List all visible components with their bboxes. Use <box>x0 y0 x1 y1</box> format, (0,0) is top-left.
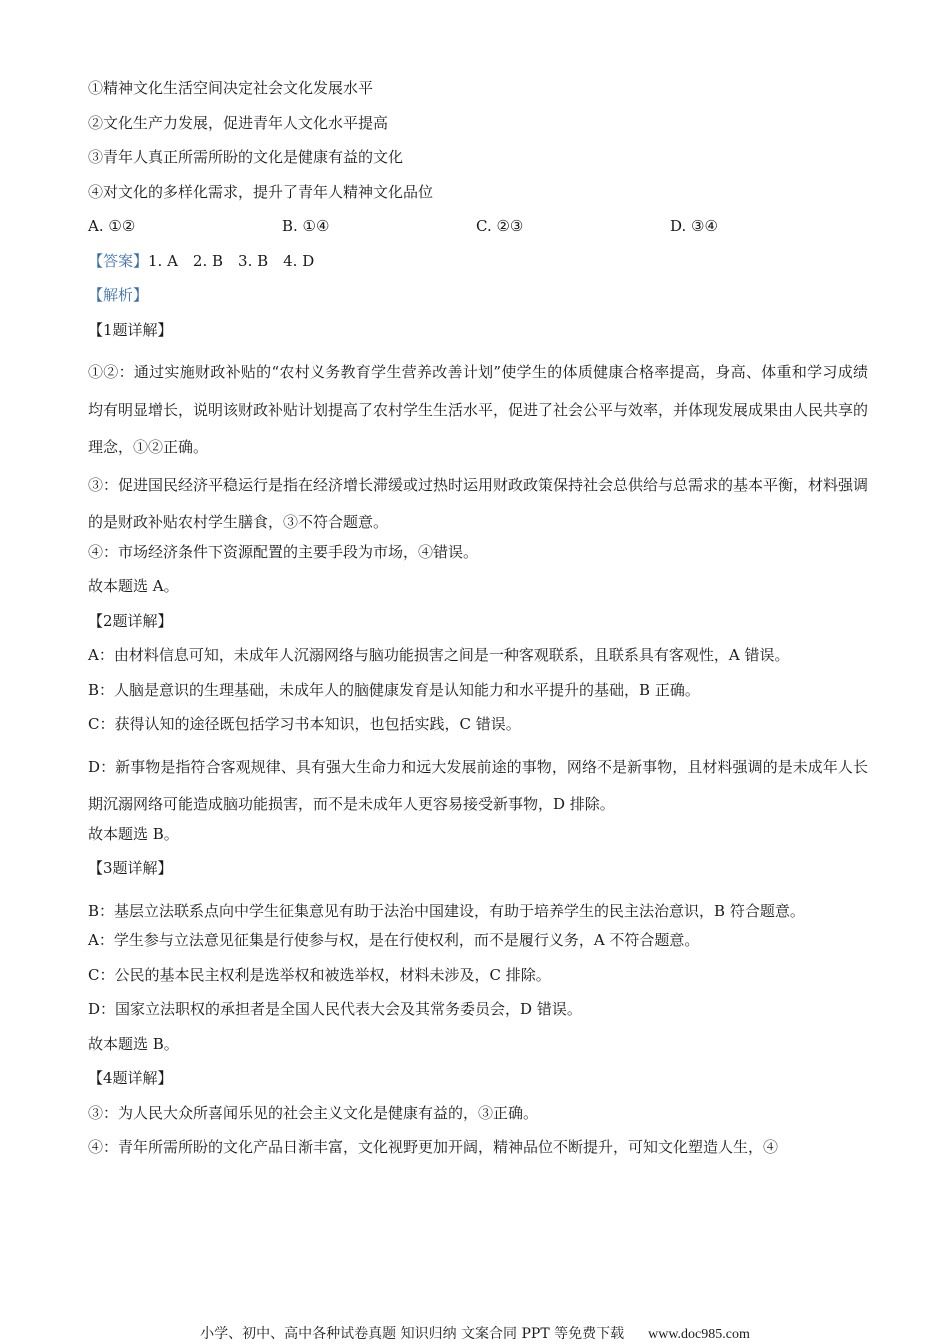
q1-paragraph-1: ①②：通过实施财政补贴的“农村义务教育学生营养改善计划”使学生的体质健康合格率提高，身高、体重和学习成绩均有明显增长，说明该财政补贴计划提高了农村学生生活水平，促进了社会公平与效率，并体现发展成果由人民共享的理念，①②正确。 <box>88 363 869 456</box>
q1-paragraph-3: ④：市场经济条件下资源配置的主要手段为市场，④错误。 <box>88 542 479 561</box>
q4-paragraph-3: ③：为人民大众所喜闻乐见的社会主义文化是健康有益的，③正确。 <box>88 1103 539 1122</box>
q2-option-a: A：由材料信息可知，未成年人沉溺网络与脑功能损害之间是一种客观联系，且联系具有客观性，A 错误。 <box>88 646 790 664</box>
page-footer <box>0 1323 950 1343</box>
statement-2: ②文化生产力发展，促进青年人文化水平提高 <box>88 113 389 132</box>
q3-heading: 【3题详解】 <box>88 859 173 877</box>
option-c: C. ②③ <box>476 217 524 235</box>
document-page <box>88 78 868 1172</box>
answer-text: 1. A 2. B 3. B 4. D <box>148 251 315 270</box>
statement-3: ③青年人真正所需所盼的文化是健康有益的文化 <box>88 148 404 166</box>
q1-conclusion: 故本题选 A。 <box>88 577 179 595</box>
q2-option-c: C：获得认知的途径既包括学习书本知识，也包括实践，C 错误。 <box>88 715 521 733</box>
q4-paragraph-4: ④：青年所需所盼的文化产品日渐丰富，文化视野更加开阔，精神品位不断提升，可知文化塑造人生，④ <box>88 1138 779 1156</box>
q3-option-d: D：国家立法职权的承担者是全国人民代表大会及其常务委员会，D 错误。 <box>88 1000 582 1018</box>
q2-option-d: D：新事物是指符合客观规律、具有强大生命力和远大发展前途的事物，网络不是新事物，且材料强调的是未成年人长期沉溺网络可能造成脑功能损害，而不是未成年人更容易接受新事物，D 排除。 <box>88 757 868 813</box>
q3-option-b: B：基层立法联系点向中学生征集意见有助于法治中国建设，有助于培养学生的民主法治意识，B 符合题意。 <box>88 901 805 920</box>
q3-option-a: A：学生参与立法意见征集是行使参与权，是在行使权利，而不是履行义务，A 不符合题意。 <box>88 931 700 949</box>
q3-option-c: C：公民的基本民主权利是选举权和被选举权，材料未涉及，C 排除。 <box>88 965 551 984</box>
option-b: B. ①④ <box>282 217 330 235</box>
footer-url[interactable]: www.doc985.com <box>648 1327 750 1342</box>
q4-heading: 【4题详解】 <box>88 1069 173 1087</box>
q2-option-b: B：人脑是意识的生理基础，未成年人的脑健康发育是认知能力和水平提升的基础，B 正确。 <box>88 680 700 699</box>
q1-paragraph-2: ③：促进国民经济平稳运行是指在经济增长滞缓或过热时运用财政政策保持社会总供给与总需求的基本平衡，材料强调的是财政补贴农村学生膳食，③不符合题意。 <box>88 475 869 531</box>
statement-1: ①精神文化生活空间决定社会文化发展水平 <box>88 79 374 97</box>
q2-conclusion: 故本题选 B。 <box>88 824 179 843</box>
q1-heading: 【1题详解】 <box>88 320 173 339</box>
statement-4: ④对文化的多样化需求，提升了青年人精神文化品位 <box>88 182 434 201</box>
answer-tag: 【答案】 <box>88 251 149 270</box>
footer-text: 小学、初中、高中各种试卷真题 知识归纳 文案合同 PPT 等免费下载 <box>200 1326 625 1342</box>
analysis-tag: 【解析】 <box>88 286 149 304</box>
answer-options <box>88 216 868 251</box>
option-d: D. ③④ <box>670 217 718 235</box>
q2-heading: 【2题详解】 <box>88 611 173 630</box>
option-a: A. ①② <box>88 217 136 235</box>
answer-line <box>88 251 868 286</box>
q3-conclusion: 故本题选 B。 <box>88 1034 179 1053</box>
